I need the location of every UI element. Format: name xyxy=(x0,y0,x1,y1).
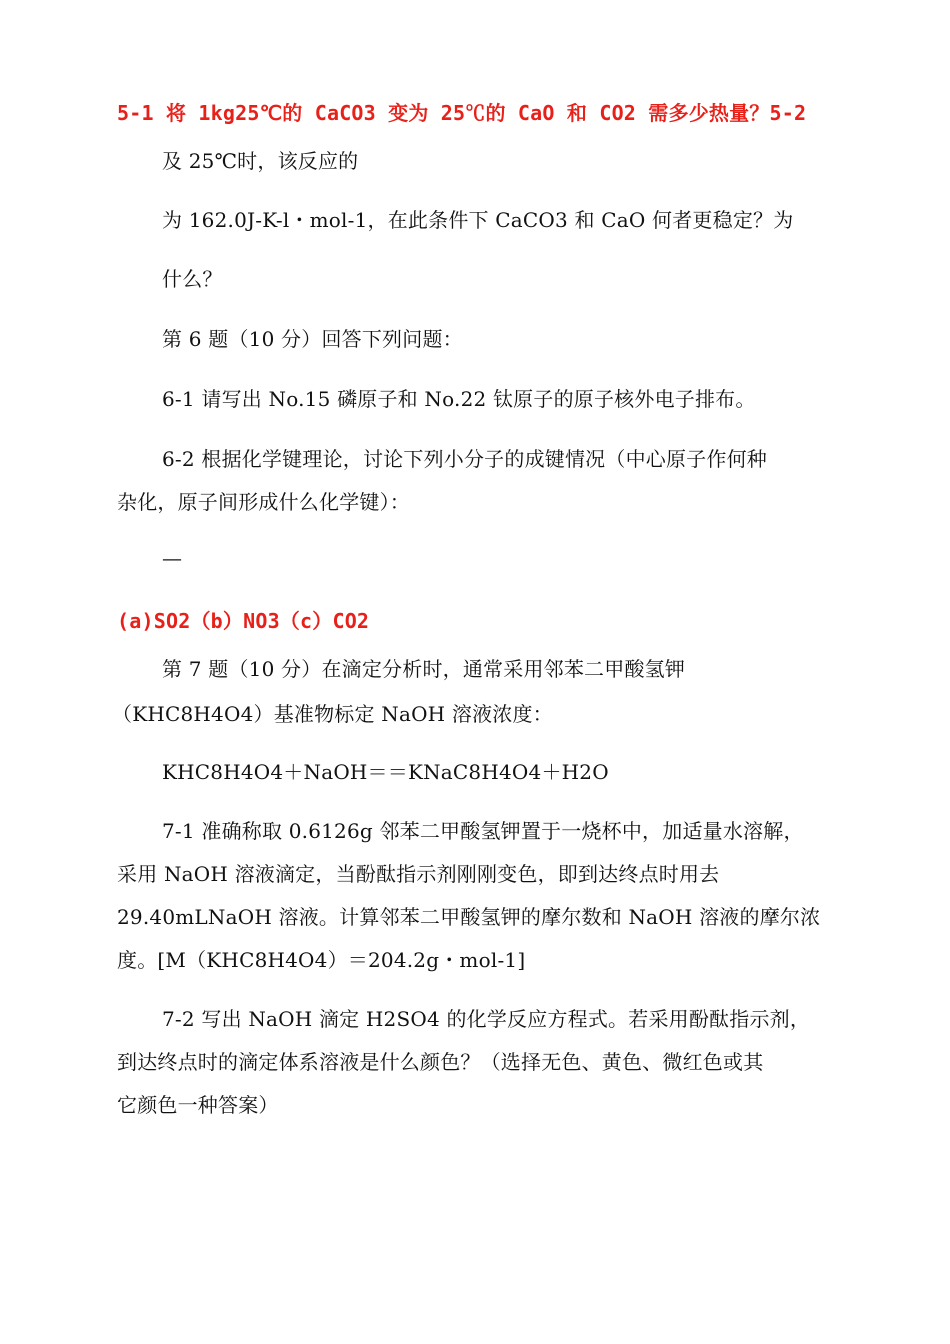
question-7-1-line-3: 29.40mLNaOH 溶液。计算邻苯二甲酸氢钾的摩尔数和 NaOH 溶液的摩尔浓 xyxy=(117,905,821,929)
question-7-1-line-1: 7-1 准确称取 0.6126g 邻苯二甲酸氢钾置于一烧杯中，加适量水溶解， xyxy=(162,819,804,843)
question-6-title: 第 6 题（10 分）回答下列问题： xyxy=(162,327,463,351)
question-6-2-line-1: 6-2 根据化学键理论，讨论下列小分子的成键情况（中心原子作何种 xyxy=(162,447,767,471)
question-5-2-line-1: 及 25℃时，该反应的 xyxy=(162,149,359,173)
question-5-2-line-2: 为 162.0J-K-l・mol-1，在此条件下 CaCO3 和 CaO 何者更稳定？为 xyxy=(162,208,794,232)
question-7-title-line-1: 第 7 题（10 分）在滴定分析时，通常采用邻苯二甲酸氢钾 xyxy=(162,657,686,681)
question-5-1-heading: 5-1 将 1kg25℃的 CaCO3 变为 25℃的 CaO 和 CO2 需多少热量？5-2 xyxy=(117,101,807,125)
question-7-2-line-1: 7-2 写出 NaOH 滴定 H2SO4 的化学反应方程式。若采用酚酞指示剂， xyxy=(162,1007,811,1031)
question-6-2-items: (a)SO2（b）NO3（c）CO2 xyxy=(117,609,370,633)
dash-mark: — xyxy=(162,546,183,570)
question-6-2-line-2: 杂化，原子间形成什么化学键）： xyxy=(117,490,410,514)
question-7-2-line-3: 它颜色一种答案） xyxy=(117,1093,279,1117)
question-6-1: 6-1 请写出 No.15 磷原子和 No.22 钛原子的原子核外电子排布。 xyxy=(162,387,756,411)
question-7-title-line-2: （KHC8H4O4）基准物标定 NaOH 溶液浓度： xyxy=(112,702,553,726)
question-5-2-line-3: 什么？ xyxy=(162,267,223,291)
question-7-equation: KHC8H4O4＋NaOH＝＝KNaC8H4O4＋H2O xyxy=(162,760,609,784)
question-7-1-line-4: 度。[M（KHC8H4O4）＝204.2g・mol-1] xyxy=(117,948,526,972)
question-7-2-line-2: 到达终点时的滴定体系溶液是什么颜色？（选择无色、黄色、微红色或其 xyxy=(117,1050,764,1074)
question-7-1-line-2: 采用 NaOH 溶液滴定，当酚酞指示剂刚刚变色，即到达终点时用去 xyxy=(117,862,720,886)
